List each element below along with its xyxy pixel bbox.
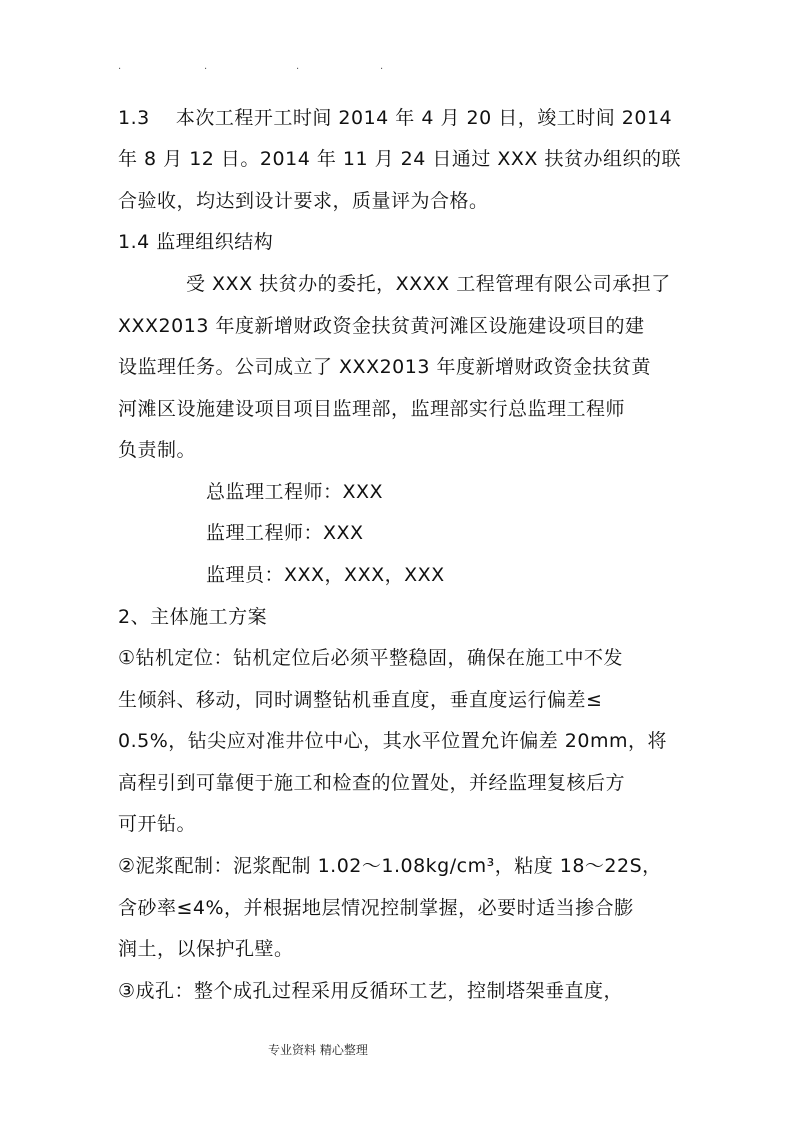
section-heading-2: 2、主体施工方案: [118, 606, 268, 628]
step-2-line-3: 润土，以保护孔壁。: [118, 938, 294, 960]
paragraph-1-3-line-3: 合验收，均达到设计要求，质量评为合格。: [118, 190, 489, 212]
paragraph-1-4-line-4: 河滩区设施建设项目项目监理部，监理部实行总监理工程师: [118, 398, 626, 420]
chief-engineer-line: 总监理工程师：XXX: [206, 481, 384, 503]
step-1-line-2: 生倾斜、移动，同时调整钻机垂直度，垂直度运行偏差≤: [118, 689, 603, 711]
paragraph-1-4-line-5: 负责制。: [118, 439, 197, 461]
paragraph-1-4-line-3: 设监理任务。公司成立了 XXX2013 年度新增财政资金扶贫黄: [118, 356, 651, 378]
engineer-line: 监理工程师：XXX: [206, 522, 364, 544]
inspector-line: 监理员：XXX，XXX，XXX: [206, 564, 445, 586]
step-2-line-2: 含砂率≤4%，并根据地层情况控制掌握，必要时适当掺合膨: [118, 897, 634, 919]
step-1-line-3: 0.5%，钻尖应对准井位中心，其水平位置允许偏差 20mm，将: [118, 730, 668, 752]
header-marks: [118, 62, 388, 72]
header-dot: .: [380, 61, 384, 72]
header-dot: .: [118, 61, 122, 72]
section-heading-1-4: 1.4 监理组织结构: [118, 231, 274, 253]
header-dot: .: [204, 61, 208, 72]
paragraph-1-3-line-1: 1.3 本次工程开工时间 2014 年 4 月 20 日，竣工时间 2014: [118, 107, 673, 129]
step-1-line-4: 高程引到可靠便于施工和检查的位置处，并经监理复核后方: [118, 772, 626, 794]
step-1-line-5: 可开钻。: [118, 813, 197, 835]
step-2-line-1: ②泥浆配制：泥浆配制 1.02～1.08kg/cm³，粘度 18～22S，: [118, 855, 662, 877]
paragraph-1-4-line-1: 受 XXX 扶贫办的委托，XXXX 工程管理有限公司承担了: [186, 273, 671, 295]
step-3-line-1: ③成孔：整个成孔过程采用反循环工艺，控制塔架垂直度，: [118, 980, 624, 1002]
paragraph-1-4-line-2: XXX2013 年度新增财政资金扶贫黄河滩区设施建设项目的建: [118, 315, 645, 337]
page-footer: 专业资料 精心整理: [268, 1043, 368, 1057]
header-dot: .: [296, 61, 300, 72]
paragraph-1-3-line-2: 年 8 月 12 日。2014 年 11 月 24 日通过 XXX 扶贫办组织的联: [118, 148, 681, 170]
step-1-line-1: ①钻机定位：钻机定位后必须平整稳固，确保在施工中不发: [118, 647, 624, 669]
